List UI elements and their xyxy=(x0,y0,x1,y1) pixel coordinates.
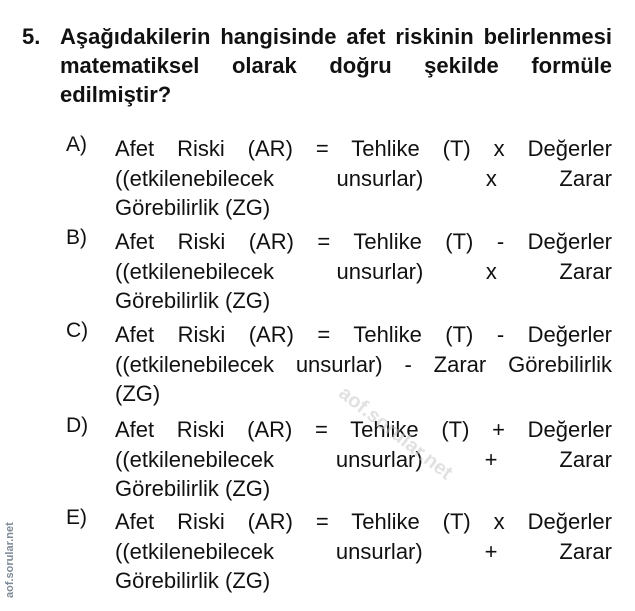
side-watermark: aof.sorular.net xyxy=(4,522,16,598)
option-letter: B) xyxy=(66,226,87,249)
option-letter: D) xyxy=(66,414,89,437)
option-line-1: Afet Riski (AR) = Tehlike (T) x Değerler xyxy=(115,509,612,534)
option-body xyxy=(115,227,612,316)
option-line-1: Afet Riski (AR) = Tehlike (T) + Değerler xyxy=(115,417,612,442)
question-text: Aşağıdakilerin hangisinde afet riskinin belirlenmesi matematiksel olarak doğru şekilde formüle edilmiştir? xyxy=(60,24,612,107)
option-line-1: Afet Riski (AR) = Tehlike (T) - Değerler xyxy=(115,322,612,347)
option-line-2: ((etkilenebilecek unsurlar) x Zarar xyxy=(115,258,612,284)
option-line-1: Afet Riski (AR) = Tehlike (T) - Değerler xyxy=(115,229,612,254)
option-line-2: ((etkilenebilecek unsurlar) x Zarar xyxy=(115,165,612,191)
option-d[interactable] xyxy=(22,411,612,501)
option-line-2: ((etkilenebilecek unsurlar) + Zarar xyxy=(115,446,612,472)
question-number: 5. xyxy=(22,24,41,49)
option-a[interactable] xyxy=(22,130,612,220)
option-body xyxy=(115,134,612,223)
option-letter: C) xyxy=(66,319,89,342)
option-body xyxy=(115,507,612,596)
option-b[interactable] xyxy=(22,223,612,313)
option-c[interactable] xyxy=(22,316,612,406)
option-body xyxy=(115,415,612,504)
diagonal-watermark: aof.sorular.net xyxy=(334,382,457,485)
option-e[interactable] xyxy=(22,503,612,593)
option-line-2: ((etkilenebilecek unsurlar) + Zarar xyxy=(115,538,612,564)
option-line-1: Afet Riski (AR) = Tehlike (T) x Değerler xyxy=(115,136,612,161)
option-letter: A) xyxy=(66,133,87,156)
option-line-2: ((etkilenebilecek unsurlar) - Zarar Görebilirlik xyxy=(115,351,612,377)
option-letter: E) xyxy=(66,506,87,529)
option-line-3: Görebilirlik (ZG) xyxy=(115,476,271,501)
option-line-3: Görebilirlik (ZG) xyxy=(115,195,271,220)
option-line-3: (ZG) xyxy=(115,381,161,406)
option-line-3: Görebilirlik (ZG) xyxy=(115,568,271,593)
option-line-3: Görebilirlik (ZG) xyxy=(115,288,271,313)
